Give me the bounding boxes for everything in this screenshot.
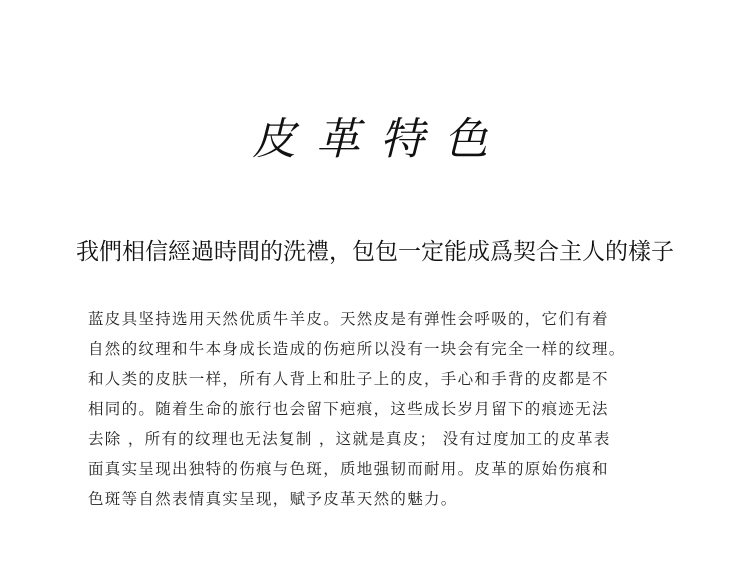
page-subtitle: 我們相信經過時間的洗禮，包包一定能成爲契合主人的樣子 (76, 239, 674, 265)
body-line: 自然的纹理和牛本身成长造成的伤疤所以没有一块会有完全一样的纹理。 (88, 340, 626, 358)
body-line: 和人类的皮肤一样，所有人背上和肚子上的皮，手心和手背的皮都是不 (88, 370, 609, 388)
body-line: 蓝皮具坚持选用天然优质牛羊皮。天然皮是有弹性会呼吸的，它们有着 (88, 310, 609, 328)
body-line: 去除 ，所有的纹理也无法复制 ，这就是真皮； 没有过度加工的皮革表 (88, 430, 611, 448)
body-line: 相同的。随着生命的旅行也会留下疤痕，这些成长岁月留下的痕迹无法 (88, 400, 609, 418)
body-line: 色斑等自然表情真实呈现，赋予皮革天然的魅力。 (88, 490, 458, 508)
page-title: 皮革特色 (252, 114, 508, 165)
body-line: 面真实呈现出独特的伤痕与色斑，质地强韧而耐用。皮革的原始伤痕和 (88, 460, 609, 478)
body-paragraph (88, 304, 678, 514)
